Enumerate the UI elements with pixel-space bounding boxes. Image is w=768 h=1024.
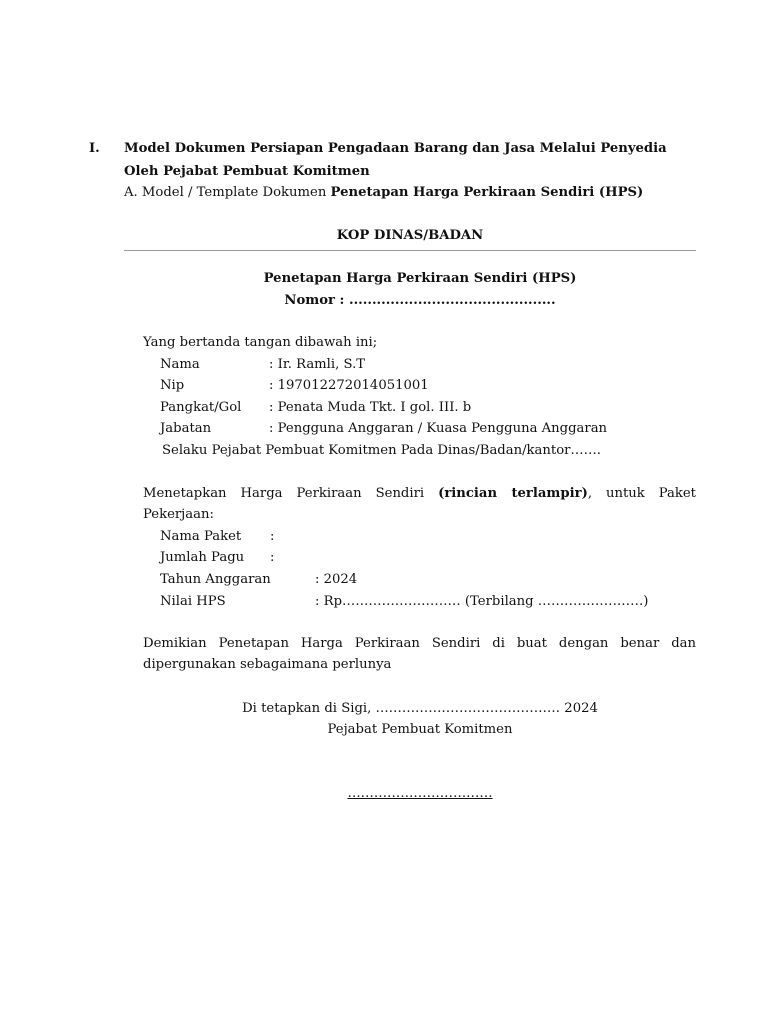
kop-header: KOP DINAS/BADAN	[336, 228, 484, 243]
section-title-line2: Oleh Pejabat Pembuat Komitmen	[124, 164, 370, 179]
field-label-pangkat: Pangkat/Gol	[160, 400, 242, 415]
field-value-nip: : 197012272014051001	[269, 378, 429, 393]
section-number: I.	[89, 141, 100, 156]
field-label-jumlah-pagu: Jumlah Pagu	[160, 550, 245, 565]
field-value-nama: : Ir. Ramli, S.T	[269, 357, 366, 372]
field-value-jumlah-pagu: :	[270, 550, 275, 565]
signature-name-line: ……………………………	[347, 786, 493, 801]
menetapkan-line1	[143, 486, 696, 502]
field-label-jabatan: Jabatan	[160, 421, 212, 436]
field-label-nama-paket: Nama Paket	[160, 529, 242, 544]
field-label-nip: Nip	[160, 378, 185, 393]
section-subtitle	[124, 185, 643, 201]
field-value-tahun-anggaran: : 2024	[315, 572, 358, 587]
menetapkan-pre: Menetapkan Harga Perkiraan Sendiri	[143, 486, 439, 501]
subtitle-prefix: A. Model / Template Dokumen	[124, 185, 331, 200]
field-label-nilai-hps: Nilai HPS	[160, 594, 226, 609]
subtitle-bold: Penetapan Harga Perkiraan Sendiri (HPS)	[330, 185, 644, 200]
field-label-tahun-anggaran: Tahun Anggaran	[160, 572, 271, 587]
doc-nomor: Nomor : .............................................	[284, 293, 556, 308]
signature-role: Pejabat Pembuat Komitmen	[327, 722, 513, 737]
doc-title: Penetapan Harga Perkiraan Sendiri (HPS)	[263, 271, 577, 286]
closing-line2: dipergunakan sebagaimana perlunya	[143, 657, 392, 672]
field-value-nilai-hps: : Rp……………………… (Terbilang ……………………)	[315, 594, 649, 609]
signer-selaku: Selaku Pejabat Pembuat Komitmen Pada Dinas/Badan/kantor…….	[162, 443, 602, 458]
section-title-line1: Model Dokumen Persiapan Pengadaan Barang dan Jasa Melalui Penyedia	[124, 141, 667, 156]
signature-place-date: Di tetapkan di Sigi, …………………………………… 2024	[242, 701, 598, 716]
menetapkan-bold: (rincian terlampir)	[438, 486, 588, 501]
menetapkan-post: , untuk Paket	[587, 486, 696, 501]
field-value-pangkat: : Penata Muda Tkt. I gol. III. b	[269, 400, 472, 415]
field-value-jabatan: : Pengguna Anggaran / Kuasa Pengguna Anggaran	[269, 421, 608, 436]
kop-divider	[124, 250, 696, 251]
field-value-nama-paket: :	[270, 529, 275, 544]
menetapkan-line2: Pekerjaan:	[143, 507, 214, 522]
signer-intro: Yang bertanda tangan dibawah ini;	[143, 335, 378, 350]
closing-line1: Demikian Penetapan Harga Perkiraan Sendiri di buat dengan benar dan	[143, 636, 696, 651]
field-label-nama: Nama	[160, 357, 200, 372]
